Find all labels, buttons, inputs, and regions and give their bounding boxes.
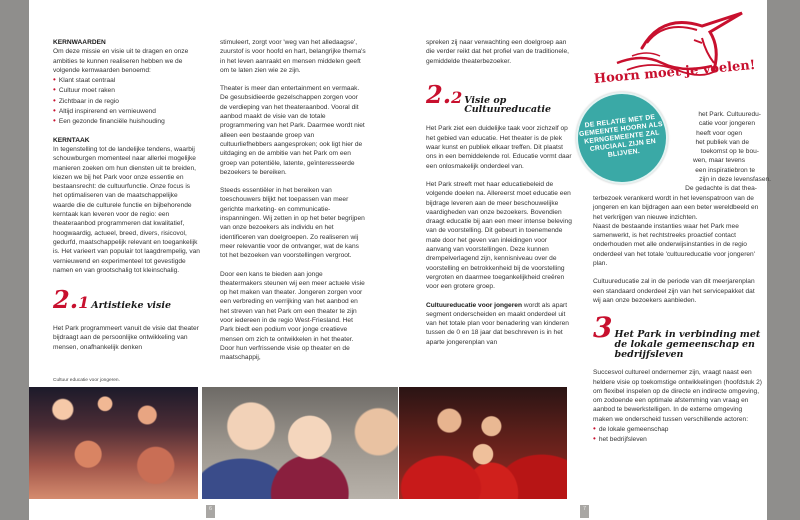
- page-number-right: 7: [580, 505, 589, 518]
- children-pointing-photo: [202, 387, 398, 499]
- paragraph: Cultuureducatie zal in de periode van dit meerjarenplan een standaard onderdeel zijn van het servicepakket dat wij aan onze bezoekers aanbieden.: [593, 278, 755, 304]
- right-column-2: [593, 194, 763, 454]
- paragraph: Cultuureducatie voor jongeren wordt als apart segment onderscheiden en maakt onderdeel uit van het totale plan voor benadering van kinderen tussen de 0 en 18 jaar dat beschreven is in het aparte jongerenplan van: [426, 301, 569, 346]
- right-column-1: [426, 38, 572, 356]
- paragraph: Theater is meer dan entertainment en vermaak. De gesubsidieerde gezelschappen zorgen voor de verdieping van het theateraanbod. Vooral dit aanbod maakt de visie van de totale programmering van het Park. Daarmee wordt niet alleen een bestaande groep van cultuurliefhebbers aangesproken; ook ligt hier de uitdaging en de ambitie van het Park om een groep van potentiële, latente, geïnteresseerde bezoekers te bereiken.: [220, 85, 365, 176]
- section-number: 3: [593, 311, 613, 345]
- paragraph: Steeds essentiëler in het bereiken van toeschouwers blijkt het toepassen van meer gerichte marketing- en communicatie-inspanningen. Wij zetten in op het beter begrijpen van onze bezoekers als individu en het identificeren van doelgroepen. Zo realiseren wij meer relevantie voor de ontvanger, wat de kans tot het bezoeken van voorstellingen vergroot.: [220, 187, 365, 260]
- actor-list: [593, 424, 763, 445]
- kerntaak-body: In tegenstelling tot de landelijke tendens, waarbij schouwburgen momenteel naar allerlei mogelijke manieren zoeken om hun diensten uit te breiden, kiezen we bij het Park voor onze essentie en bestaansrecht: de cultuurfunctie. Onze focus is het optimaliseren van de maatschappelijke waarde die de culturele functie en bijbehorende kerntaak kan leveren voor de regio: een theateraanbod programmeren dat kwalitatief, hoogwaardig, actueel, breed, divers, risicovol, gedurfd, maatschappelijk relevant en toegankelijk is. Het varieert van populair tot laagdrempelig, van vernieuwend en experimenteel tot gevestigde namen en van grootschalig tot kleinschalig.: [53, 145, 200, 274]
- paragraph: stimuleert, zorgt voor 'weg van het alledaagse', zuurstof is voor hoofd en hart, belangrijke thema's in het leven aanraakt en mensen middelen geeft om te laten zien wie ze zijn.: [220, 39, 366, 74]
- callout-text: DE RELATIE MET DE GEMEENTE HOORN ALS KERNGEMEENTE ZAL CRUCIAAL ZIJN EN BLIJVEN.: [578, 113, 664, 159]
- list-item: • Zichtbaar in de regio: [53, 96, 201, 106]
- section-2-1-body: Het Park programmeert vanuit de visie dat theater bijdraagt aan de persoonlijke ontwikkeling van mensen, onafhankelijk denken: [53, 325, 199, 351]
- section-title: Het Park in verbinding met de lokale gemeenschap en bedrijfsleven: [614, 329, 761, 361]
- section-2-1-heading: [53, 285, 201, 315]
- kernwaarden-heading: KERNWAARDEN: [53, 39, 106, 46]
- logo-slogan: Hoorn moet je voelen!: [593, 57, 757, 87]
- theater-audience-photo: [399, 387, 567, 499]
- left-column-1: [53, 38, 201, 361]
- concert-crowd-photo: [29, 387, 198, 499]
- bold-lead: Cultuureducatie voor jongeren: [426, 301, 522, 309]
- section-title: Artistieke visie: [91, 300, 172, 312]
- section-number: 2.2: [426, 79, 463, 109]
- paragraph: Door een kans te bieden aan jonge theatermakers steunen wij een meer actuele visie op het maken van theater. Jongeren zorgen voor een verbreding en verrijking van het aanbod en het streven van het Park om een theater te zijn voor iedereen in de regio West-Friesland. Het Park biedt een podium voor jonge creatieve mensen om zich te ontwikkelen in het theater. Door hun verfrissende visie op theater en de maatschappij,: [220, 270, 365, 362]
- list-item: • Klant staat centraal: [53, 75, 201, 85]
- kerntaak-heading: KERNTAAK: [53, 136, 90, 144]
- page-edge-left: [0, 0, 29, 520]
- paragraph: Naast de bestaande instanties waar het Park mee samenwerkt, is het rechtstreeks proactief contact onderhouden met alle onderwijsinstanties in de regio onderdeel van het totale 'cultuureducatie voor jongeren' plan.: [593, 222, 755, 268]
- list-item: • Cultuur moet raken: [53, 85, 201, 95]
- section-3-heading: [593, 311, 763, 361]
- page-edge-right: [767, 0, 800, 520]
- list-item: • Een gezonde financiële huishouding: [53, 116, 201, 126]
- list-item: • het bedrijfsleven: [593, 434, 763, 444]
- paragraph: Het Park ziet een duidelijke taak voor zichzelf op het gebied van educatie. Het theater is de plek waar kunst en publiek elkaar treffen. Dit plaatst ons in een bemiddelende rol. Educatie vormt daar een onlosmakelijk onderdeel van.: [426, 125, 572, 170]
- list-item: • Altijd inspirerend en vernieuwend: [53, 106, 201, 116]
- callout-bubble: [571, 87, 674, 190]
- page-number-left: 6: [206, 505, 215, 518]
- list-item: • de lokale gemeenschap: [593, 424, 763, 434]
- paragraph: Het Park streeft met haar educatiebeleid de volgende doelen na. Allereerst moet educatie een bijdrage leveren aan de meer beschouwelijke vaardigheden van onze bezoekers. Bovendien draagt educatie bij aan een meer intense beleving van de voorstelling. Dit gebeurt in toenemende mate door het geven van inleidingen voor aanvang van voorstellingen. Deze kunnen drempelverlagend zijn, kennisniveau over de voorstelling en betrokkenheid bij de voorstelling vergroten en daarmee toegankelijkheid creëren voor een grotere groep.: [426, 180, 572, 291]
- paragraph: terbezoek verankerd wordt in het levenspatroon van de jongeren en kan bijdragen aan een beter wereldbeeld en het verkrijgen van nieuwe inzichten.: [593, 195, 759, 221]
- photo-caption: Cultuur educatie voor jongeren.: [53, 378, 120, 383]
- paragraph: Succesvol cultureel ondernemer zijn, vraagt naast een heldere visie op toekomstige ontwikkelingen (hoofdstuk 2) om flexibel inspelen op de directe en indirecte omgeving, om zodoende een optimale afstemming van vraag en aanbod te bewerkstelligen. In de externe omgeving maken we onderscheid tussen verschillende actoren:: [593, 369, 762, 423]
- kernwaarden-intro: Om deze missie en visie uit te dragen en onze ambities te kunnen realiseren hebben we de volgende kernwaarden benoemd:: [53, 48, 189, 74]
- section-title: Visie op Cultuureducatie: [464, 94, 552, 116]
- left-column-2: [220, 38, 366, 372]
- kernwaarden-list: [53, 75, 201, 126]
- paragraph: spreken zij naar verwachting een doelgroep aan die verder reikt dat het profiel van de traditionele, gemiddelde theaterbezoeker.: [426, 39, 569, 65]
- wrap-text-around-bubble: het Park. Cultuuredu- catie voor jongeren heeft voor ogen het publiek van de toekomst op te bou- wen, maar tevens een inspiratiebron te zijn in deze levensfasen. De gedachte is dat thea-: [685, 111, 771, 193]
- section-2-2-heading: [426, 79, 572, 116]
- section-number: 2.1: [53, 285, 90, 315]
